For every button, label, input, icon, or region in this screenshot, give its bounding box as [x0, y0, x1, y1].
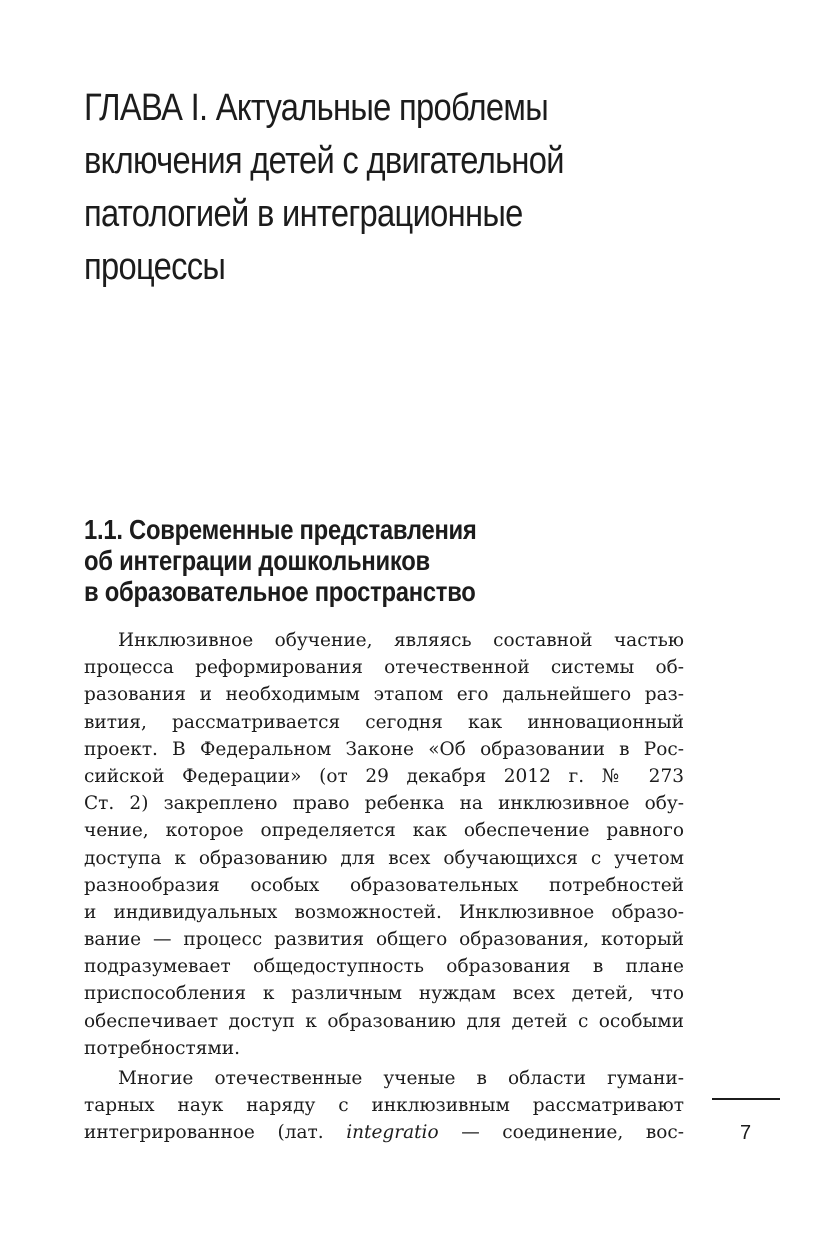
text-line: Многие отечественные ученые в области гумани-	[118, 1068, 684, 1089]
text-line: вития, рассматривается сегодня как инновационный	[84, 711, 684, 733]
text-line: чение, которое определяется как обеспечение равного	[84, 820, 684, 842]
footer-rule	[712, 1098, 780, 1100]
chapter-title-line: процессы	[84, 246, 226, 288]
section-title-line: в образовательное пространство	[84, 576, 476, 607]
latin-term: integratio	[346, 1122, 439, 1144]
chapter-title-line: включения детей с двигательной	[84, 140, 564, 182]
text-segment: интегрированное (лат.	[84, 1122, 347, 1144]
chapter-title-line: ГЛАВА I. Актуальные проблемы	[84, 87, 548, 129]
paragraph-inclusive-education	[84, 627, 684, 1062]
text-line: подразумевает общедоступность образования в плане	[84, 956, 684, 978]
section-title-line: 1.1. Современные представления	[84, 514, 477, 545]
text-line: Инклюзивное обучение, являясь составной частью	[118, 630, 684, 651]
text-line: сийской Федерации» (от 29 декабря 2012 г. № 273	[84, 765, 684, 787]
text-line: обеспечивает доступ к образованию для детей с особыми	[84, 1010, 684, 1032]
text-line: Ст. 2) закреплено право ребенка на инклюзивное обу-	[84, 793, 684, 815]
text-line: приспособления к различным нуждам всех детей, что	[84, 983, 684, 1005]
text-line: тарных наук наряду с инклюзивным рассматривают	[84, 1095, 684, 1117]
text-line: разования и необходимым этапом его дальнейшего раз-	[84, 684, 684, 706]
chapter-title-line: патологией в интеграционные	[84, 193, 523, 235]
text-line: доступа к образованию для всех обучающихся с учетом	[84, 847, 684, 869]
section-title	[84, 514, 628, 607]
text-segment: — соединение, вос-	[438, 1122, 684, 1144]
chapter-title	[84, 82, 634, 294]
body-text	[84, 627, 684, 1150]
page-number: 7	[740, 1122, 752, 1144]
paragraph-integrated-education	[84, 1065, 684, 1147]
text-line: процесса реформирования отечественной системы об-	[84, 657, 684, 679]
section-title-line: об интеграции дошкольников	[84, 545, 430, 576]
text-line-with-italic	[84, 1119, 684, 1146]
text-line: проект. В Федеральном Законе «Об образовании в Рос-	[84, 738, 684, 760]
text-line: разнообразия особых образовательных потребностей	[84, 874, 684, 896]
text-line: потребностями.	[84, 1037, 240, 1059]
text-line: вание — процесс развития общего образования, который	[84, 929, 684, 951]
text-line: и индивидуальных возможностей. Инклюзивное образо-	[84, 901, 684, 923]
